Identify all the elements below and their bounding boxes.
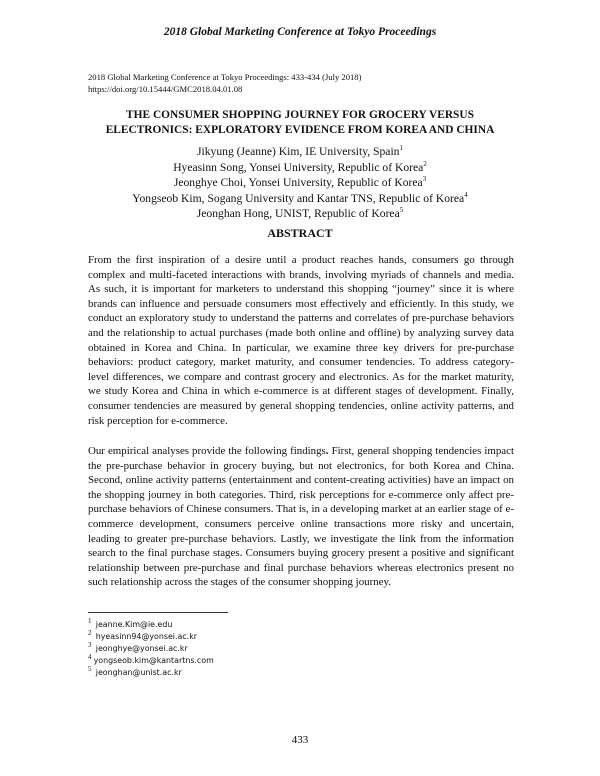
title-line-1: THE CONSUMER SHOPPING JOURNEY FOR GROCERY VERSUS [126, 109, 474, 121]
footnote-email[interactable]: jeonghye@yonsei.ac.kr [95, 643, 188, 653]
title-line-2: ELECTRONICS: EXPLORATORY EVIDENCE FROM KOREA AND CHINA [105, 123, 495, 136]
paper-title [60, 108, 540, 137]
footnote-marker: 2 [423, 159, 427, 168]
footnote [88, 640, 388, 655]
footnote-marker: 3 [422, 175, 427, 184]
footnote-separator [88, 612, 228, 613]
paragraph-lead: Our empirical analyses provide the following findings [88, 445, 326, 457]
footnote-number: 4 [88, 652, 92, 661]
footnote-marker: 5 [399, 206, 404, 215]
author-line [0, 160, 600, 176]
footnote [88, 619, 388, 631]
footnote-email[interactable]: jeonghan@unist.ac.kr [95, 667, 182, 677]
footnote-email[interactable]: hyeasinn94@yonsei.ac.kr [95, 631, 198, 641]
author-list [0, 144, 600, 222]
footnote-number: 2 [88, 629, 92, 638]
author-line [0, 206, 600, 222]
author-line [0, 175, 600, 191]
citation-block [88, 72, 518, 95]
page-number: 433 [291, 734, 309, 746]
bold-period: . [325, 445, 329, 457]
footnote-marker: 1 [399, 144, 403, 153]
doi-link[interactable]: https://doi.org/10.15444/GMC2018.04.01.08 [88, 83, 243, 94]
author-affiliation: Jeonghye Choi, Yonsei University, Republic of Korea [173, 176, 423, 190]
citation-line: 2018 Global Marketing Conference at Tokyo Proceedings: 433-434 (July 2018) [88, 72, 362, 82]
footnote-email[interactable]: yongseob.kim@kantartns.com [93, 655, 214, 665]
footnote-marker: 4 [464, 190, 468, 199]
author-line [0, 144, 600, 160]
footnote-number: 1 [88, 617, 92, 626]
footnote [88, 652, 388, 667]
footnote-email[interactable]: jeanne.Kim@ie.edu [95, 620, 173, 629]
author-affiliation: Jeonghan Hong, UNIST, Republic of Korea [196, 207, 400, 221]
author-affiliation: Jikyung (Jeanne) Kim, IE University, Spain [197, 145, 400, 158]
abstract-paragraph-2 [88, 444, 514, 590]
footnote-number: 3 [88, 640, 92, 649]
footnote-number: 5 [88, 664, 92, 673]
footnote [88, 631, 388, 643]
running-header: 2018 Global Marketing Conference at Tokyo Proceedings [163, 26, 437, 38]
paragraph-body: First, general shopping tendencies impact the pre-purchase behavior in grocery buying, but not electronics, for both Korea and China. Second, online activity patterns (entertainment and content-creating activities) have an impact on the shopping journey in both categories. Third, risk perceptions for e-commerce only affect pre-purchase behaviors of Chinese consumers. That is, in a developing market at an earlier stage of e-commerce development, consumers perceive online transactions more risky and uncertain, leading to greater pre-purchase behaviors. Lastly, we investigate the link from the information search to the final purchase stages. Consumers buying grocery present a positive and significant relationship between pre-purchase and final purchase behaviors whereas electronics present no such relationship across the stages of the consumer shopping journey. [88, 445, 514, 589]
author-affiliation: Hyeasinn Song, Yonsei University, Republic of Korea [173, 160, 424, 174]
abstract-heading: ABSTRACT [267, 226, 333, 240]
footnotes [88, 619, 388, 679]
author-affiliation: Yongseob Kim, Sogang University and Kantar TNS, Republic of Korea [132, 191, 465, 205]
author-line [0, 191, 600, 207]
abstract-paragraph-1: From the first inspiration of a desire until a product reaches hands, consumers go through complex and multi-faceted interactions with brands, involving myriads of channels and media. As such, it is important for marketers to understand this shopping “journey” since it is where brands can influence and persuade consumers most effectively and efficiently. In this study, we conduct an exploratory study to understand the patterns and correlates of pre-purchase behaviors and the relationship to actual purchases (made both online and offline) by analyzing survey data obtained in Korea and China. In particular, we examine three key drivers for pre-purchase behaviors: product category, market maturity, and consumer tendencies. To address category-level differences, we compare and contrast grocery and electronics. As for the market maturity, we study Korea and China in which e-commerce is at different stages of development. Finally, consumer tendencies are measured by general shopping tendencies, online activity patterns, and risk perception for e-commerce. [88, 254, 514, 427]
footnote [88, 664, 388, 679]
